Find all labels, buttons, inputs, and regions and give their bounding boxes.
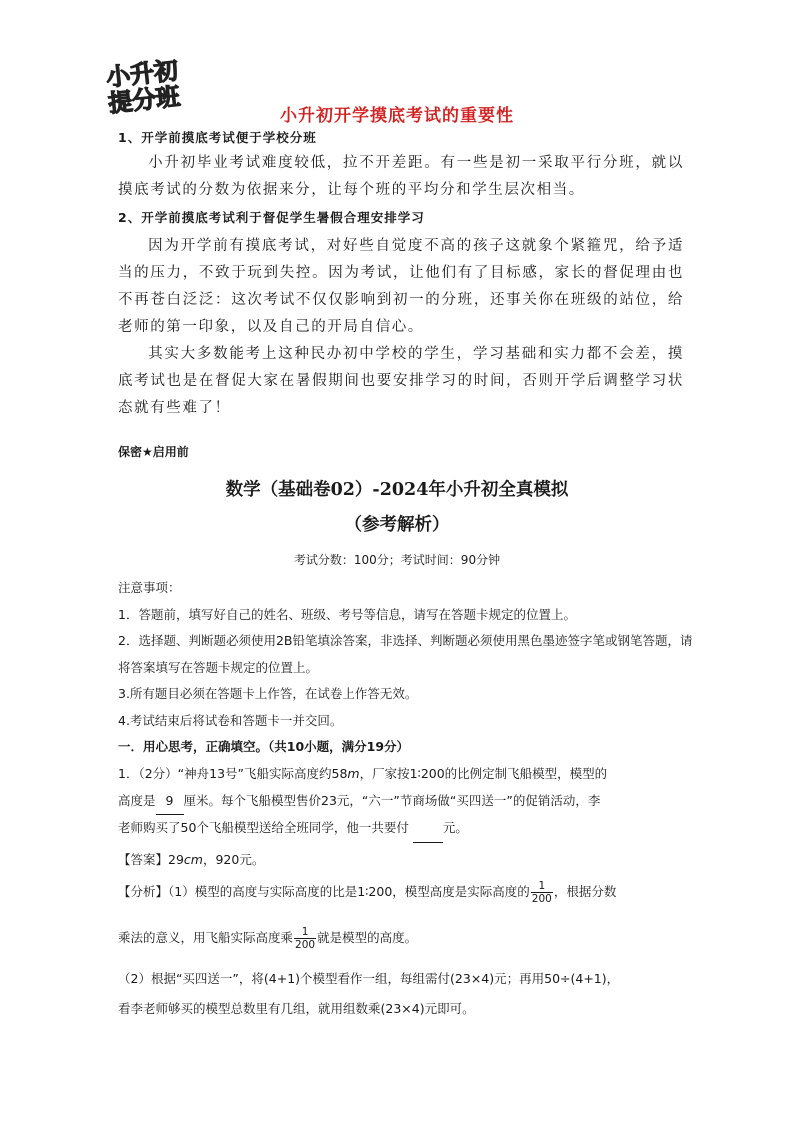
- answer-value-b: ，920元。: [202, 852, 265, 867]
- answer-value-a: 29: [168, 852, 184, 867]
- logo-text-line2: 提分班: [106, 82, 182, 116]
- question-1: [118, 761, 698, 843]
- confidential-label: 保密★启用前: [118, 445, 189, 459]
- section2-text2: 其实大多数能考上这种民办初中学校的学生，学习基础和实力都不会差，摸底考试也是在督促大家在暑假期间也要安排学习的时间，否则开学后调整学习状态就有些难了！: [118, 346, 684, 416]
- fraction-1-numerator: 1: [531, 880, 553, 893]
- section2-text: 因为开学前有摸底考试，对好些自觉度不高的孩子这就象个紧箍咒，给予适当的压力，不致于玩到失控。因为考试，让他们有了目标感，家长的督促理由也不再苍白泛泛：这次考试不仅仅影响到初一的分班，还事关你在班级的站位，给老师的第一印象，以及自己的开局自信心。: [118, 238, 684, 335]
- fraction-2: [294, 926, 316, 951]
- analysis-line-3: （2）根据“买四送一”，将(4+1)个模型看作一组，每组需付(23×4)元；再用50÷(4+1)，: [118, 971, 620, 986]
- analysis-p1a: （1）模型的高度与实际高度的比是1∶200，模型高度是实际高度的: [168, 884, 530, 899]
- analysis-p1d: 就是模型的高度。: [317, 930, 418, 945]
- exam-subtitle: （参考解析）: [344, 515, 450, 535]
- analysis-line-2: [118, 926, 708, 951]
- notes-item-4: 4.考试结束后将试卷和答题卡一并交回。: [118, 712, 343, 728]
- section2-heading: 2、开学前摸底考试利于督促学生暑假合理安排学习: [118, 210, 425, 225]
- fraction-2-numerator: 1: [294, 926, 316, 939]
- analysis-p1c: 乘法的意义，用飞船实际高度乘: [118, 930, 294, 945]
- exam-title: 数学（基础卷02）-2024年小升初全真模拟: [225, 480, 569, 500]
- notes-item-2: 2．选择题、判断题必须使用2B铅笔填涂答案，非选择、判断题必须使用黑色墨迹签字笔或钢笔答题，请将答案填写在答题卡规定的位置上。: [118, 633, 693, 675]
- q1-text-2b: 厘米。每个飞船模型售价23元，“六一”节商场做“买四送一”的促销活动，李: [183, 792, 601, 808]
- q1-blank-1: 9: [156, 788, 184, 816]
- analysis-line-4: 看李老师够买的模型总数里有几组，就用组数乘(23×4)元即可。: [118, 1001, 475, 1016]
- q1-text-1a: 1．（2分）“神舟13号”飞船实际高度约58: [118, 766, 348, 781]
- section1-text: 小升初毕业考试难度较低，拉不开差距。有一些是初一采取平行分班，就以摸底考试的分数为依据来分，让每个班的平均分和学生层次相当。: [118, 155, 684, 198]
- q1-text-2a: 高度是: [118, 792, 156, 808]
- answer: [118, 850, 264, 868]
- section1-heading: 1、开学前摸底考试便于学校分班: [118, 130, 317, 145]
- analysis-label: 【分析】: [118, 884, 169, 899]
- fraction-1-denominator: 200: [531, 893, 552, 905]
- q1-text-3b: 元。: [442, 820, 468, 835]
- fraction-1: [531, 880, 553, 905]
- exam-info: 考试分数：100分；考试时间：90分钟: [293, 553, 501, 567]
- part1-heading: 一．用心思考，正确填空。（共10小题，满分19分）: [118, 739, 410, 754]
- answer-unit-cm: cm: [183, 852, 203, 867]
- section1-paragraph: [118, 150, 684, 204]
- fraction-2-denominator: 200: [295, 939, 316, 951]
- answer-label: 【答案】: [118, 852, 169, 867]
- notes: [118, 575, 698, 761]
- notes-heading: 注意事项：: [118, 580, 181, 595]
- section2-paragraph2: [118, 341, 684, 422]
- analysis-p1b: ，根据分数: [553, 884, 617, 899]
- section2-paragraph: [118, 233, 684, 341]
- notes-item-1: 1．答题前，填写好自己的姓名、班级、考号等信息，请写在答题卡规定的位置上。: [118, 606, 576, 622]
- notes-item-3: 3.所有题目必须在答题卡上作答，在试卷上作答无效。: [118, 686, 418, 701]
- q1-text-3a: 老师购买了50个飞船模型送给全班同学，他一共要付: [118, 820, 409, 835]
- header-title: 小升初开学摸底考试的重要性: [280, 106, 514, 126]
- q1-blank-2: [413, 815, 443, 843]
- logo-text-line1: 小升初: [104, 56, 180, 92]
- analysis-line-1: [118, 880, 708, 905]
- q1-text-1b: ，厂家按1∶200的比例定制飞船模型，模型的: [359, 766, 608, 781]
- q1-unit-m: m: [347, 766, 360, 781]
